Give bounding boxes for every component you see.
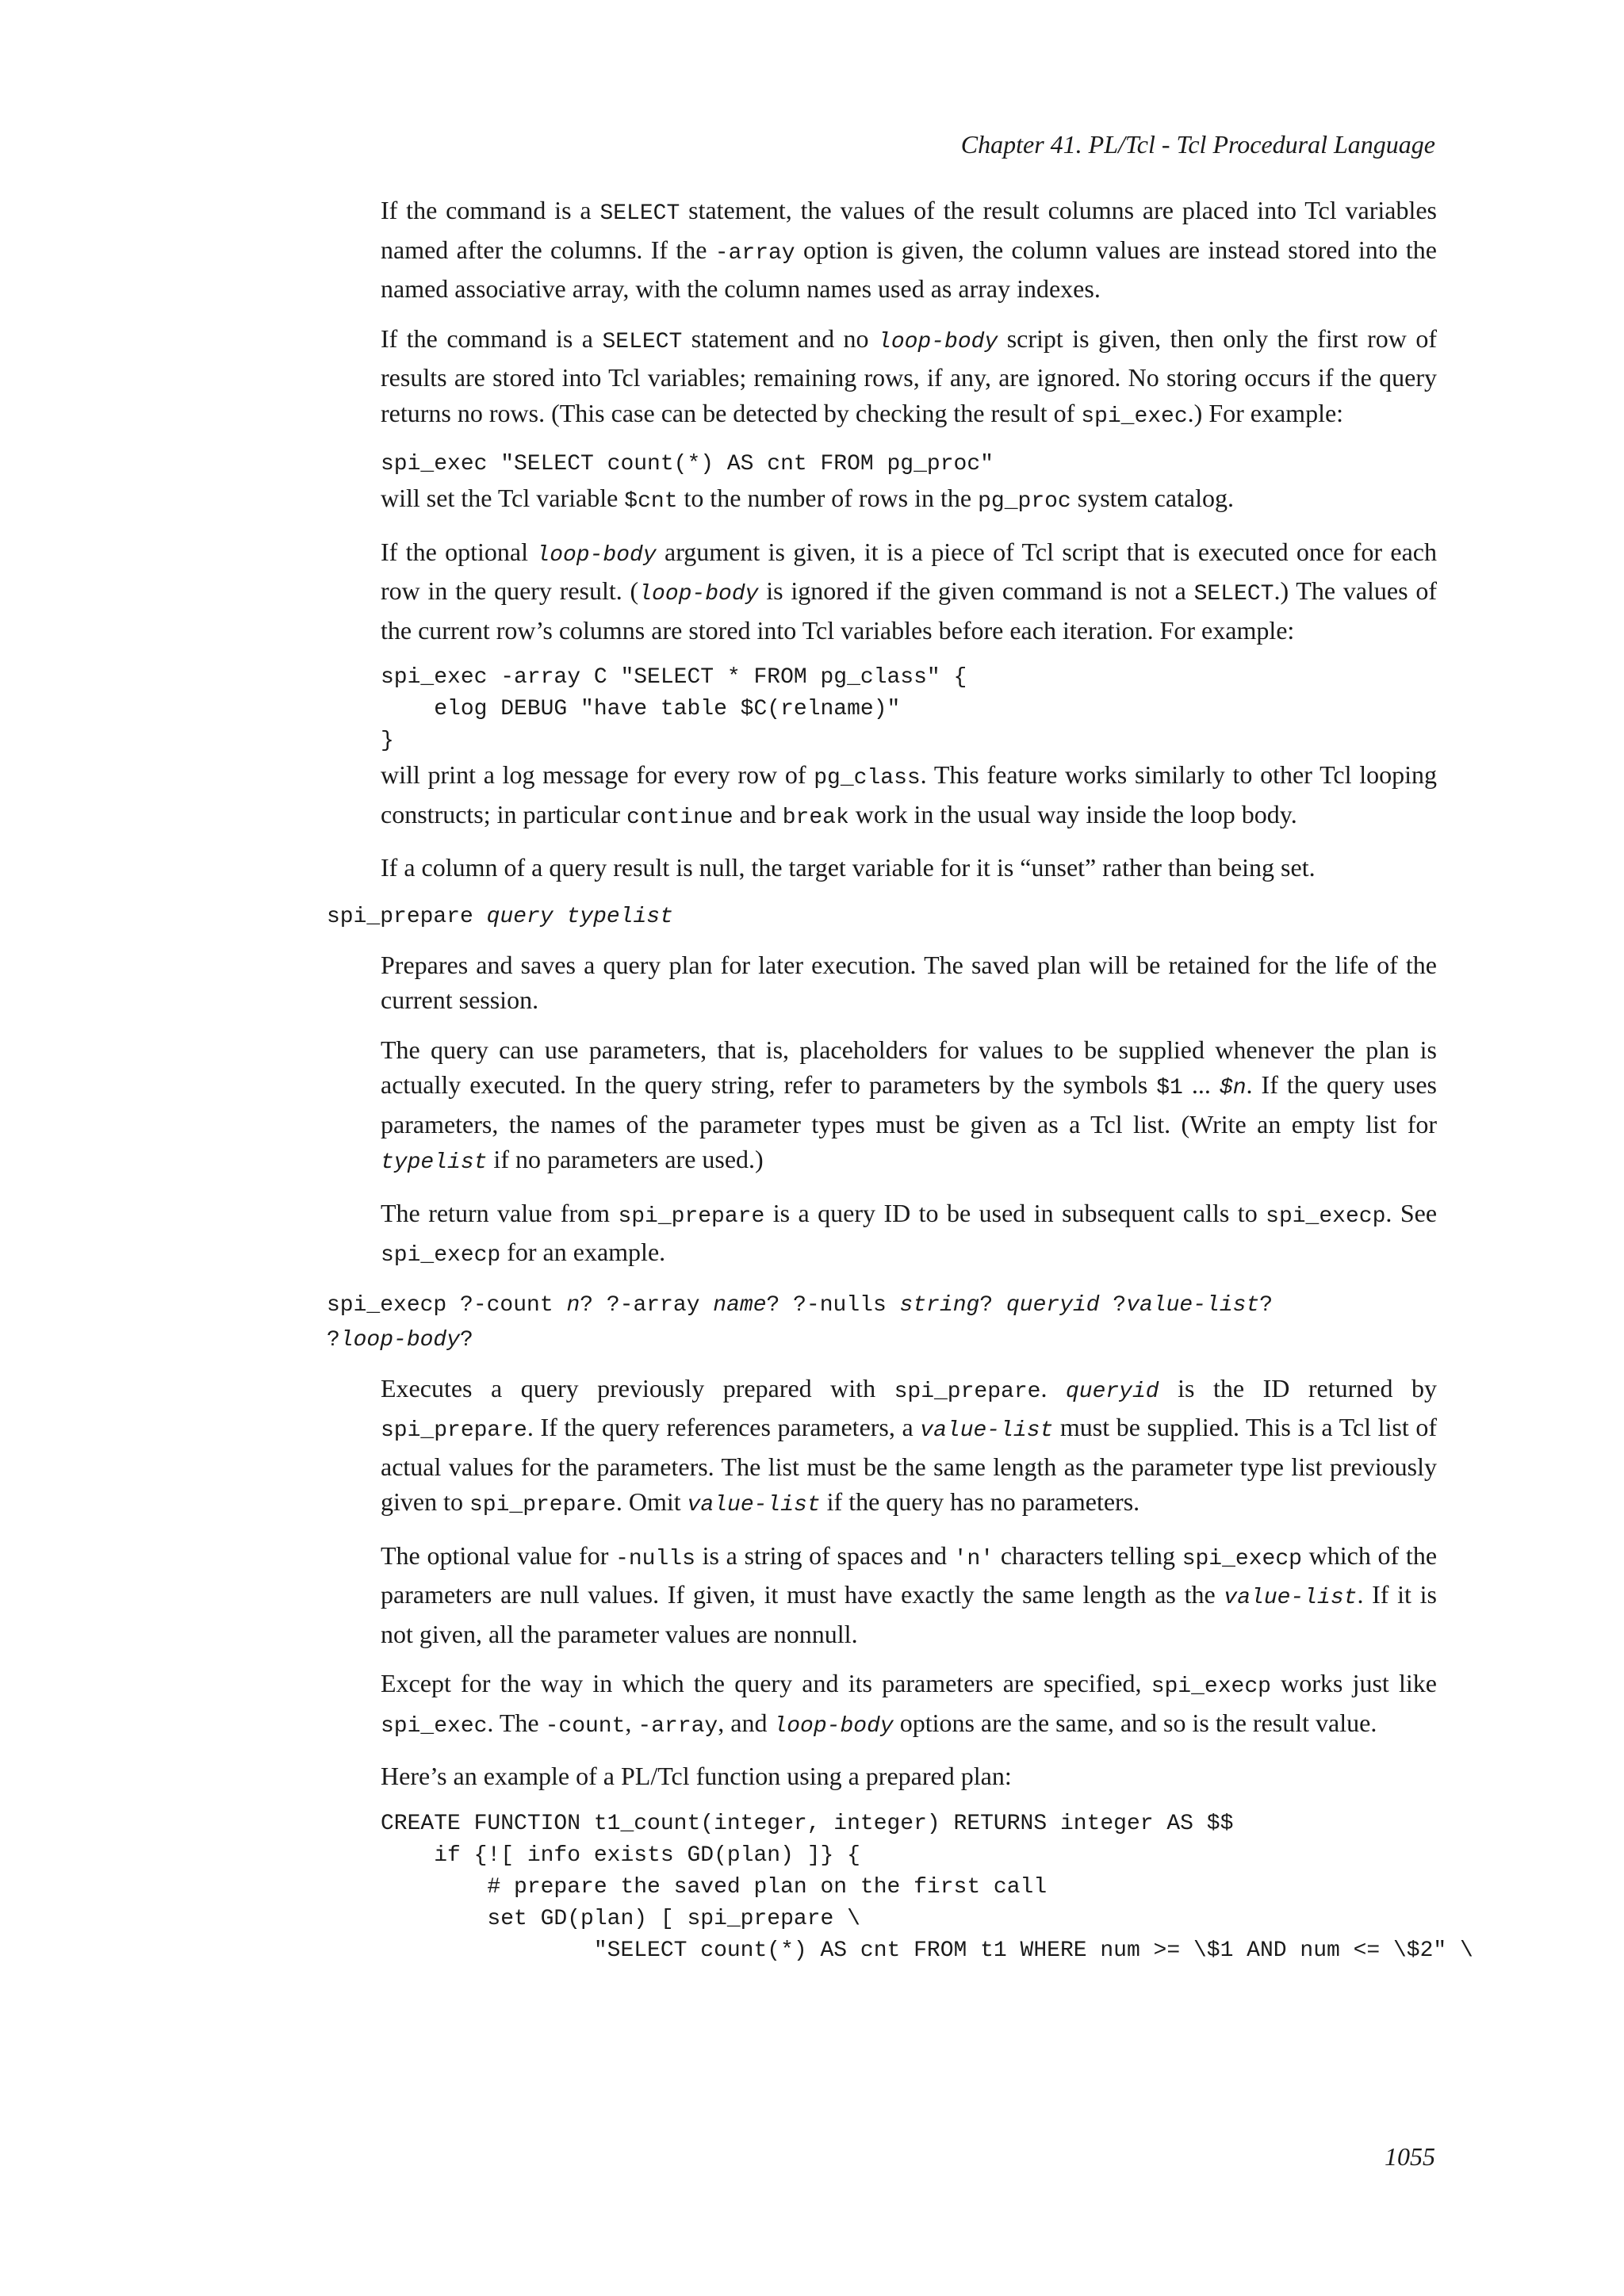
paragraph: Prepares and saves a query plan for later execution. The saved plan will be retained for the life of the current session.	[381, 950, 1437, 1014]
paragraph: If the command is a SELECT statement, the values of the result columns are placed into Tcl variables named after the columns. If the -array option is given, the column values are instead stored into the named associative array, with the column names used as array indexes.	[381, 196, 1438, 303]
page-body	[327, 193, 1473, 1967]
page-number: 1055	[1385, 2142, 1435, 2171]
paragraph: Executes a query previously prepared with spi_prepare. queryid is the ID returned by spi_prepare. If the query references parameters, a value-list must be supplied. This is a Tcl list of actual values for the parameters. The list must be the same length as the parameter type list previously given to spi_prepare. Omit value-list if the query has no parameters.	[381, 1373, 1438, 1517]
paragraph: Except for the way in which the query and its parameters are specified, spi_execp works just like spi_exec. The -count, -array, and loop-body options are the same, and so is the result value.	[381, 1669, 1438, 1739]
running-header: Chapter 41. PL/Tcl - Tcl Procedural Language	[960, 130, 1435, 159]
code-example: spi_exec "SELECT count(*) AS cnt FROM pg_proc"	[381, 452, 994, 476]
paragraph: If the optional loop-body argument is given, it is a piece of Tcl script that is executed once for each row in the query result. (loop-body is ignored if the given command is not a SELECT.) The values of the current row’s columns are stored into Tcl variables before each iteration. For example:	[381, 537, 1438, 645]
paragraph: The query can use parameters, that is, placeholders for values to be supplied whenever the plan is actually executed. In the query string, refer to parameters by the symbols $1 ... $n. If the query uses parameters, the names of the parameter types must be given as a Tcl list. (Write an empty list for typelist if no parameters are used.)	[381, 1035, 1438, 1175]
function-term-spi-execp: spi_execp ?-count n? ?-array name? ?-nulls string? queryid ?value-list? ?loop-body?	[327, 1292, 1274, 1353]
paragraph: will set the Tcl variable $cnt to the number of rows in the pg_proc system catalog.	[381, 484, 1235, 514]
paragraph: If the command is a SELECT statement and no loop-body script is given, then only the first row of results are stored into Tcl variables; remaining rows, if any, are ignored. No storing occurs if the query returns no rows. (This case can be detected by checking the result of spi_exec.) For example:	[381, 323, 1438, 429]
function-term-spi-prepare: spi_prepare query typelist	[327, 904, 673, 929]
paragraph: The optional value for -nulls is a string of spaces and 'n' characters telling spi_execp which of the parameters are null values. If given, it must have exactly the same length as the value-list. If it is not given, all the parameter values are nonnull.	[381, 1540, 1438, 1648]
paragraph: Here’s an example of a PL/Tcl function using a prepared plan:	[381, 1762, 1012, 1790]
code-example: spi_exec -array C "SELECT * FROM pg_class" { elog DEBUG "have table $C(relname)" }	[381, 665, 967, 753]
code-example: CREATE FUNCTION t1_count(integer, integer) RETURNS integer AS $$ if {![ info exists GD(plan) ]} { # prepare the saved plan on the first call set GD(plan) [ spi_prepare \ "SELECT count(*) AS cnt FROM t1 WHERE num >= \$1 AND num <= \$2" \	[381, 1811, 1473, 1963]
paragraph: will print a log message for every row of pg_class. This feature works similarly to other Tcl looping constructs; in particular continue and break work in the usual way inside the loop body.	[381, 760, 1438, 830]
paragraph: The return value from spi_prepare is a query ID to be used in subsequent calls to spi_execp. See spi_execp for an example.	[381, 1198, 1438, 1268]
paragraph: If a column of a query result is null, the target variable for it is “unset” rather than being set.	[381, 853, 1316, 882]
